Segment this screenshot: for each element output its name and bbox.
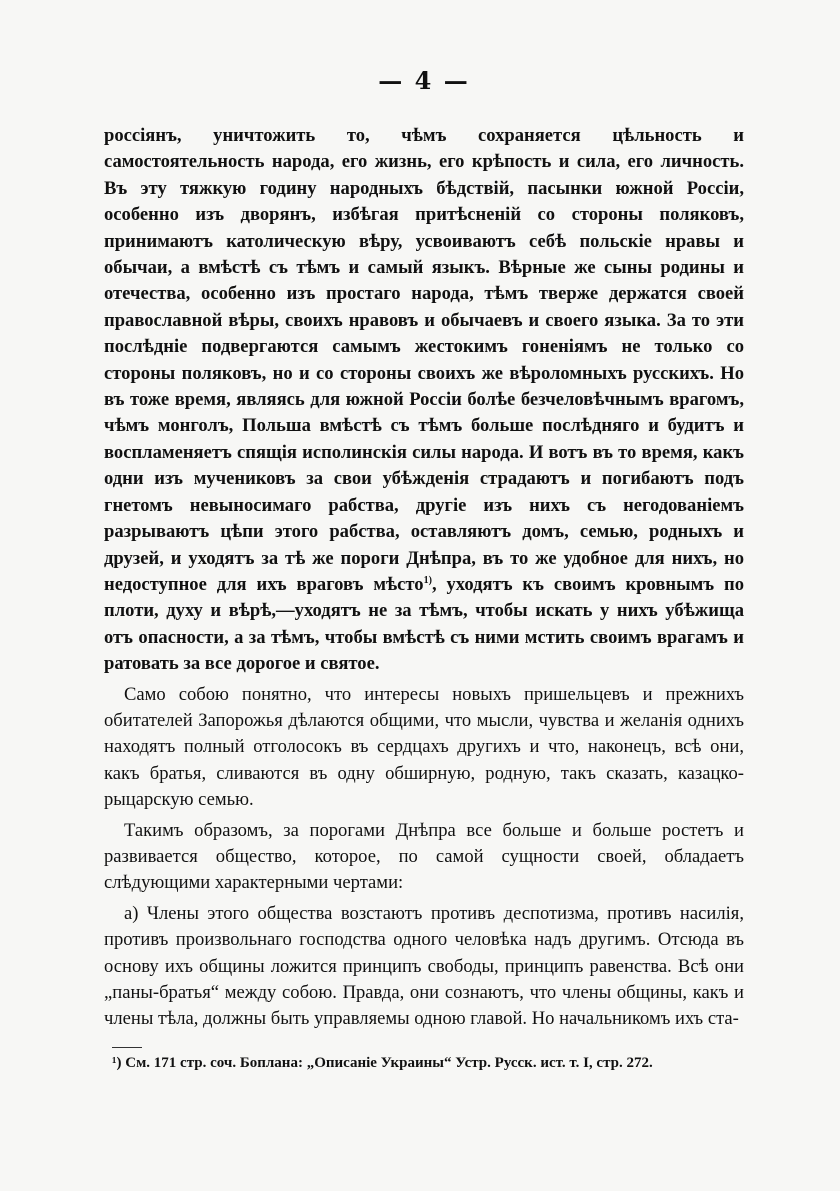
footnote [74,1052,744,1074]
paragraph-3: Такимъ образомъ, за порогами Днѣпра все больше и больше ростетъ и развивается общество, которое, по самой сущности своей, обладаетъ слѣдующими характерными чертами: [104,819,744,894]
footnote-marker: ¹) [112,1054,122,1071]
body-text [104,123,744,1033]
paragraph-1-text: россіянъ, уничтожить то, чѣмъ сохраняется цѣльность и самостоятельность народа, его жизнь, его крѣпость и сила, его личность. Въ эту тяжкую годину народныхъ бѣдствій, пасынки южной Россіи, особенно изъ дворянъ, избѣгая притѣсненій со стороны поляковъ, принимаютъ католическую вѣру, усвоиваютъ себѣ польскіе нравы и обычаи, а вмѣстѣ съ тѣмъ и самый языкъ. Вѣрные же сыны родины и отечества, особенно изъ простаго народа, тѣмъ тверже держатся своей православной вѣры, своихъ нравовъ и обычаевъ и своего языка. За то эти послѣдніе подвергаются самымъ жестокимъ гоненіямъ не только со стороны поляковъ, но и со стороны своихъ же вѣроломныхъ русскихъ. Но въ тоже время, являясь для южной Россіи болѣе безчеловѣчнымъ врагомъ, чѣмъ монголъ, Польша вмѣстѣ съ тѣмъ больше послѣдняго и будитъ и воспламеняетъ спящія исполинскія силы народа. И вотъ въ то время, какъ одни изъ мучениковъ за свои убѣжденія страдаютъ и погибаютъ подъ гнетомъ невыносимаго рабства, другіе изъ нихъ съ негодованіемъ разрываютъ цѣпи этого рабства, оставляютъ домъ, семью, родныхъ и друзей, и уходятъ за тѣ же пороги Днѣпра, въ то же удобное для нихъ, но недоступное для ихъ враговъ мѣсто [104,125,744,595]
paragraph-2: Само собою понятно, что интересы новыхъ пришельцевъ и прежнихъ обитателей Запорожья дѣлаются общими, что мысли, чувства и желанія однихъ находятъ полный отголосокъ въ сердцахъ другихъ и что, наконецъ, всѣ они, какъ братья, сливаются въ одну обширную, родную, такъ сказать, казацко-рыцарскую семью. [104,683,744,811]
paragraph-1 [104,123,744,678]
footnote-reference: 1) [423,574,432,586]
paragraph-4: а) Члены этого общества возстаютъ противъ деспотизма, противъ насилія, противъ произвольнаго господства одного человѣка надъ другимъ. Отсюда въ основу ихъ общины ложится принципъ свободы, принципъ равенства. Всѣ они „паны-братья“ между собою. Правда, они сознаютъ, что члены общины, какъ и члены тѣла, должны быть управляемы одною главой. Но начальникомъ ихъ ста- [104,902,744,1030]
paragraph-1-tail: , уходятъ къ своимъ кровнымъ по плоти, духу и вѣрѣ,—уходятъ не за тѣмъ, чтобы искать у нихъ убѣжища отъ опасности, а за тѣмъ, чтобы вмѣстѣ съ ними мстить своимъ врагамъ и ратовать за все дорогое и святое. [104,573,744,675]
footnote-separator [112,1047,142,1048]
footnote-text: См. 171 стр. соч. Боплана: „Описаніе Украины“ Устр. Русск. ист. т. I, стр. 272. [125,1054,653,1071]
page-number: — 4 — [378,66,470,95]
